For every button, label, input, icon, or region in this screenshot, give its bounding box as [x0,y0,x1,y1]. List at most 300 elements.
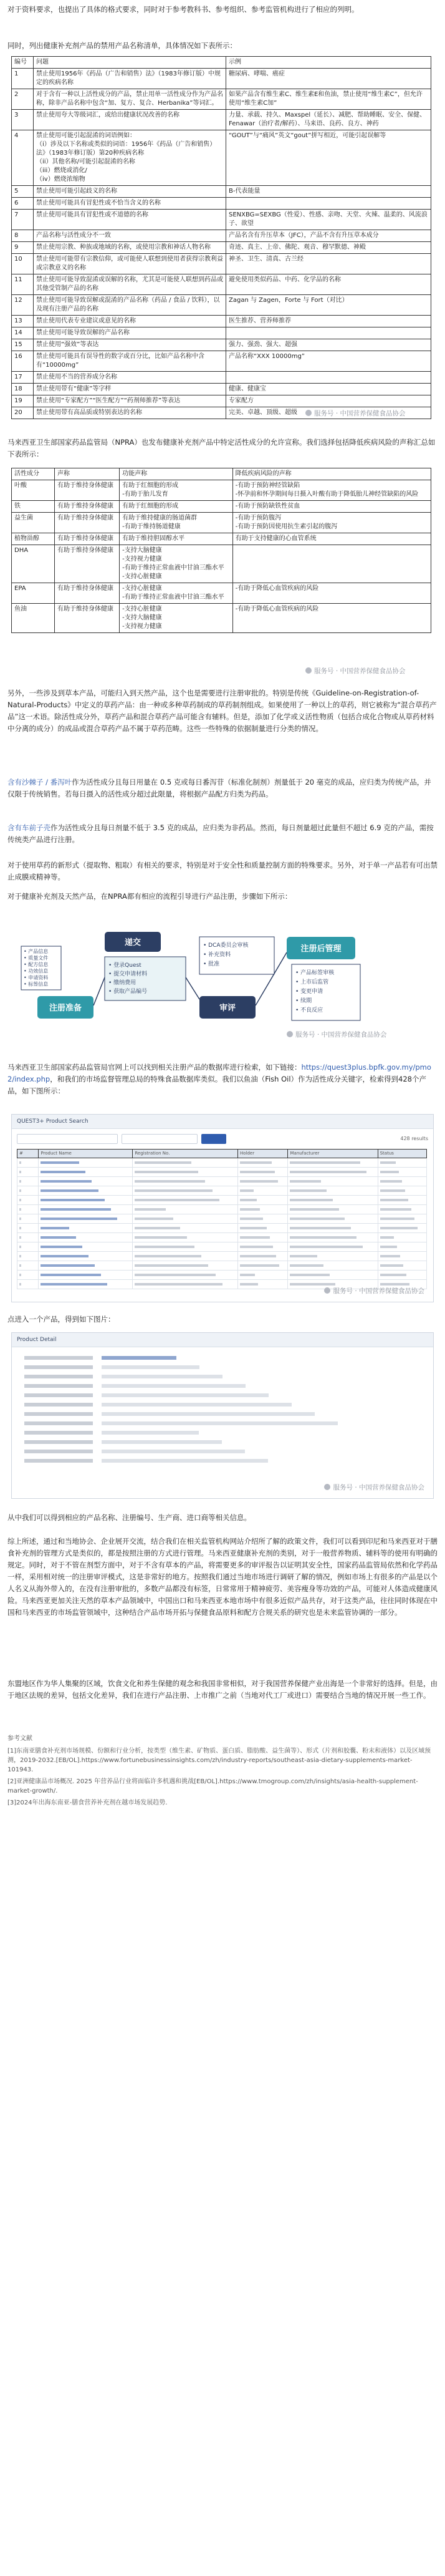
table-cell [288,1214,378,1224]
table-cell: 禁止使用夸大等级词汇，或给出健康状况改善的名称 [34,110,226,130]
table-row[interactable] [17,1186,427,1196]
redacted-text [290,1199,333,1201]
table-row[interactable] [17,1196,427,1205]
table-cell: -有助于预防腹泻 -有助于预防因使用抗生素引起的腹泻 [232,513,431,533]
summary-paragraph-2: 东盟地区作为华人集聚的区域，饮食文化和养生保健的观念和我国非常相似，对于我国营养保健产业出海是一个非常好的选择。但是，由于地区法规的差异，包括文化差异，我们在进行产品注册、上市推广之前（当地对代工厂或进口）需要结合当地的情况开展一些工作。 [7,1679,438,1700]
search-shot-title: QUEST3+ Product Search [17,1118,89,1125]
redacted-text [380,1255,400,1257]
table-cell [17,1186,39,1196]
table-cell: 3 [12,110,34,130]
psyllium-link[interactable]: 含有车前子壳 [7,823,50,832]
table-cell [378,1177,426,1186]
table-cell [39,1280,133,1289]
step-prep-label: 注册准备 [49,1004,82,1013]
table-cell: 11 [12,274,34,295]
reference-item: [2]亚洲健康品市场概况. 2025 年营养品行业将面临许多机遇和挑战[EB/OL].https://www.tmogroup.com/zh/insights/asia-health-supplement-market-growth/. [7,1778,418,1794]
table-cell: 禁止使用1956年《药品（广告和销售）法》（1983年修订版）中规定的疾病名称 [34,69,226,89]
table-cell: 禁止使用可能带有宗教信仰，或可能使人联想到使用者获得宗教利益或宗教意义的名称 [34,254,226,274]
table-cell [133,1280,238,1289]
table-row [12,69,431,89]
detail-field-row [24,1384,421,1388]
table-cell [17,1177,39,1186]
table-cell [237,1214,288,1224]
redacted-text [240,1283,258,1286]
detail-field-label [24,1384,93,1388]
table-cell [237,1242,288,1252]
redacted-text [380,1218,414,1220]
redacted-text [19,1227,21,1229]
table-cell: 医生推荐、营养师推荐 [226,316,431,327]
table-cell: Zagan 与 Zagen，Forte 与 Fort（对比） [226,295,431,316]
redacted-text [240,1236,270,1239]
table-cell: 力量、承载、持久、Maxspel（延长）、减肥、帮助睡眠、安全、保健、Fenawar（治疗者/解药）、马来语、良药、良方、神药 [226,110,431,130]
redacted-text [135,1274,215,1276]
table-cell [133,1271,238,1280]
detail-field-row [24,1375,421,1378]
table1-header-cell: 问题 [34,57,226,69]
redacted-text [19,1171,21,1173]
table-cell [133,1233,238,1242]
table-cell [39,1252,133,1261]
redacted-text [135,1180,205,1183]
redacted-text [380,1208,411,1211]
reference-item: [1]东南亚膳食补充剂市场规模、份额和行业分析，按类型（维生素、矿物质、蛋白质、脂肪酸、益生菌等）、形式（片剂和胶囊、粉末和液体）以及区域预测，2019-2032.[EB/OL].https://www.fortunebusinessinsights.com/zh/industry-reports/southeast-asia-dietary-supplements-market-101943. [7,1748,431,1773]
detail-field-value [102,1459,268,1463]
redacted-text [135,1264,208,1267]
table-cell [39,1196,133,1205]
table-cell [237,1271,288,1280]
table-cell [17,1271,39,1280]
table-cell [39,1214,133,1224]
detail-field-value [102,1431,199,1435]
detail-field-label [24,1440,93,1444]
redacted-text [380,1171,399,1173]
table-cell [378,1261,426,1271]
table-row[interactable] [17,1214,427,1224]
table-row [12,242,431,254]
table-cell [17,1196,39,1205]
redacted-text [41,1208,110,1211]
table-cell: 禁止使用可能引起混淆的词语例如： （i）涉及以下名称或类似的词语：1956年《药品（广告和销售）法》（1983年修订版）第20种疾病名称 （ii）其他名称/可能引起混淆的名称 （iii）燃烧或消化/ （iv）燃烧浓缩物 [34,130,226,186]
redacted-text [290,1274,329,1276]
redacted-text [240,1255,276,1257]
table-cell [226,198,431,210]
redacted-text [41,1246,82,1248]
redacted-text [41,1199,104,1201]
quest-link[interactable]: https://quest3plus.bpfk.gov.my/pmo2/index.php [7,1063,431,1083]
redacted-text [19,1180,21,1183]
redacted-text [135,1199,219,1201]
table-cell: 8 [12,230,34,242]
table-cell: 16 [12,351,34,372]
redacted-text [240,1218,264,1220]
detail-field-label [24,1365,93,1369]
table-cell: 有助于维持胆固醇水平 [120,533,233,545]
table-cell [237,1261,288,1271]
detail-field-row [24,1365,421,1369]
table-cell: 产品名称“XXX 10000mg” [226,351,431,372]
detail-field-label [24,1393,93,1397]
detail-field-label [24,1421,93,1425]
table-cell [237,1205,288,1214]
table-cell [232,545,431,583]
table-cell: 13 [12,316,34,327]
detail-field-label [24,1356,93,1360]
table-cell [288,1261,378,1271]
redacted-text [290,1246,363,1248]
table-cell: 神圣、卫生、清真、古兰经 [226,254,431,274]
redacted-text [240,1246,273,1248]
redacted-text [240,1208,260,1211]
table-row[interactable] [17,1261,427,1271]
table-cell: 2 [12,89,34,110]
table-cell [378,1168,426,1177]
detail-field-label [24,1375,93,1378]
table-cell [17,1280,39,1289]
redacted-text [290,1171,366,1173]
table-cell [378,1196,426,1205]
table-cell [288,1242,378,1252]
table-row[interactable] [17,1252,427,1261]
table-cell: 14 [12,327,34,339]
table-row [12,186,431,198]
table-row [12,513,431,533]
detail-field-value [102,1440,222,1444]
detail-field-row [24,1450,421,1453]
table-cell [39,1261,133,1271]
table-row [12,89,431,110]
table-row [12,327,431,339]
redacted-text [41,1283,107,1286]
table-cell: 如果产品含有维生素C、维生素E和鱼油，禁止使用“维生素C”，但允许使用“维生素C加” [226,89,431,110]
sea-buckthorn-paragraph: 含有沙棘子 / 番泻叶作为活性成分且每日用量在 0.5 克或每日番泻苷（标准化制剂）剂量低于 20 毫克的成品，应归类为传统产品，并仅限于传统销售。若每日摄入的活性成分超过此限量，将根据产品配方归类为药品。 [7,778,431,798]
info-line: 从中我们可以得到相应的产品名称、注册编号、生产商、进口商等相关信息。 [7,1513,251,1522]
table-row [12,339,431,351]
redacted-text [135,1189,212,1192]
redacted-text [380,1227,418,1229]
table2-header-cell: 功能声称 [120,468,233,480]
submit-item: • 缴纳费用 [108,980,136,986]
reference-item: [3]2024年出海东南亚-膳食营养补充剂在越市场发展趋势. [7,1799,168,1806]
table-cell [288,1196,378,1205]
table-row[interactable] [17,1158,427,1168]
table-cell [39,1224,133,1233]
references-list [7,1746,438,1810]
table-cell [378,1271,426,1280]
redacted-text [19,1264,21,1267]
table-cell: 有助于维持身体健康 [55,501,120,513]
detail-field-value [102,1412,315,1416]
table-row [12,395,431,407]
redacted-text [240,1264,279,1267]
review-item: • 补充资料 [203,952,231,958]
table-cell [237,1177,288,1186]
table-cell [133,1177,238,1186]
redacted-text [240,1227,267,1229]
table2-header-cell: 声称 [55,468,120,480]
traditional-products-paragraph: 另外，一些涉及到草本产品，可能归入到天然产品，这个也是需要进行注册审批的。特别是传统《Guideline-on-Registration-of-Natural-Products》中定义的草药产品：由一种或多种草药制成的草药制剂组成。如果使用了一种以上的草药，则它被称为“混合草药产品”这一术语。除活性成分外，草药产品和混合草药产品可能含有辅料。但是，添加了化学或义活性物质（包括合成化合物或从草药材料中分离的成分）的成品或混合草药产品不属于草药范畴。这些一些特殊的依据制量进行分类的情况。 [7,689,437,733]
watermark-logo-icon [324,1484,330,1490]
detail-field-row [24,1421,421,1425]
redacted-text [380,1236,394,1239]
table-cell: DHA [12,545,55,583]
table-cell [17,1214,39,1224]
table-cell [17,1168,39,1177]
detail-field-row [24,1431,421,1435]
table-cell [133,1158,238,1168]
table-row [12,604,431,633]
table-cell [288,1252,378,1261]
redacted-text [290,1283,335,1286]
table-cell [378,1242,426,1252]
table-cell [39,1186,133,1196]
table-row[interactable] [17,1205,427,1214]
redacted-text [290,1208,338,1211]
detail-field-row [24,1403,421,1407]
table-cell [133,1242,238,1252]
redacted-text [19,1283,21,1286]
table-cell [288,1271,378,1280]
detail-field-label [24,1403,93,1407]
table-cell [226,372,431,384]
redacted-text [19,1246,21,1248]
table-row [12,545,431,583]
table-cell: 有助于维持身体健康 [55,545,120,583]
table-cell [237,1280,288,1289]
redacted-text [290,1236,356,1239]
table-cell [288,1168,378,1177]
table-cell: 益生菌 [12,513,55,533]
table-cell [133,1196,238,1205]
table-row [12,583,431,604]
table-cell [17,1205,39,1214]
search-field[interactable] [17,1134,118,1144]
search-watermark: 服务号 · 中国营养保健食品协会 [324,1286,424,1295]
analysis-paragraph: 对于使用草药的新形式（提取物、粗取）有相关的要求，特别是对于安全性和质量控制方面的特殊要求。另外，对于单一产品若有可出禁止成膜或精神等。 [7,861,438,881]
redacted-text [380,1189,405,1192]
redacted-text [41,1274,100,1276]
detail-field-value [102,1384,246,1388]
sea-buckthorn-link[interactable]: 含有沙棘子 / 番泻叶 [7,778,72,787]
table-row[interactable] [17,1233,427,1242]
table-cell [17,1233,39,1242]
watermark-logo-icon [287,1031,293,1037]
table2-intro: 马来西亚卫生部国家药品监管局（NPRA）也发布健康补充剂产品中特定活性成分的允许宣称。我们选择包括降低疾病风险的声称汇总如下表所示： [7,438,436,458]
redacted-text [135,1171,198,1173]
table-cell [39,1233,133,1242]
table-cell: 有助于维持身体健康 [55,480,120,501]
table-cell: 有助于维持身体健康 [55,583,120,604]
table-cell: -有助于预防缺铁性贫血 [232,501,431,513]
table-row[interactable] [17,1177,427,1186]
detail-shot-header [12,1333,433,1347]
table-cell: 产品名称与活性成分不一致 [34,230,226,242]
table-row [12,501,431,513]
table-cell: 10 [12,254,34,274]
table-row [12,198,431,210]
search-intro: 马来西亚卫生部国家药品监管局官网上可以找到相关注册产品的数据库进行检索，如下链接：https://quest3plus.bpfk.gov.my/pmo2/index.php，和我们的市场监督管理总局的特殊食品数据库类似。我们以鱼油（Fish Oil）作为活性成分关键字，检索得到428个产品，如下图所示： [7,1063,431,1095]
redacted-text [240,1199,257,1201]
table-cell: 糖尿病、哮喘、癌症 [226,69,431,89]
table-cell [17,1158,39,1168]
table-cell: -支持心脏健康 -有助于维持正常血液中甘油三酯水平 [120,583,233,604]
detail-field-value [102,1365,199,1369]
watermark-logo-icon [324,1287,330,1294]
table-cell [378,1186,426,1196]
table-row [12,210,431,230]
redacted-text [19,1189,21,1192]
table1-intro: 同时，列出健康补充剂产品的禁用产品名称清单，具体情况如下表所示： [7,41,237,50]
table-cell [17,1252,39,1261]
submit-item: • 提交申请材料 [108,971,148,977]
table-cell: 叶酸 [12,480,55,501]
table-cell: 禁止使用不当的营养成分名称 [34,372,226,384]
table-cell [17,1261,39,1271]
detail-field-row [24,1440,421,1444]
detail-field-row [24,1393,421,1397]
detail-field-value [102,1375,222,1378]
search-column-header: Registration No. [133,1150,238,1158]
prep-item: • 配方信息 [24,962,49,967]
detail-field-row [24,1412,421,1416]
table-cell: -支持心脏健康 -支持大脑健康 -支持视力健康 [120,604,233,633]
table-cell [288,1186,378,1196]
table-cell: 对于含有一种以上活性成分的产品，禁止用单一活性成分作为产品名称，除非产品名称中包含“加、复方、复合、Herbanika”等词汇。 [34,89,226,110]
table2-header-cell: 降低疾病风险的声称 [232,468,431,480]
table-cell: B-代表能量 [226,186,431,198]
table-row[interactable] [17,1242,427,1252]
table-cell: 20 [12,407,34,419]
redacted-text [19,1199,21,1201]
table-cell [133,1205,238,1214]
table-cell: 鱼油 [12,604,55,633]
table-cell: 4 [12,130,34,186]
table-cell [237,1196,288,1205]
redacted-text [135,1236,187,1239]
detail-fields [12,1347,433,1477]
table-cell: 有助于支持健康的心血管系统 [232,533,431,545]
table-cell [39,1177,133,1186]
redacted-text [41,1218,117,1220]
table1-header-cell: 编号 [12,57,34,69]
summary-paragraph-1: 综上所述，通过和当地协会、企业展开交流，结合我们在相关监管机构网站介绍所了解的政策文件，我们可以看到印尼和马来西亚对于膳食补充剂的管理方式是类似的，都是按照注册的方式进行管理。马来西亚健康补充剂的类别，对于一般营养物质、辅料等的使用有明确的规定。同时，对于不管在剂型方面中，对于不含有草本的产品，将需要更多的审评报告以证明其安全性，国家药品监管局依然和化学药品一样，采用相对统一的注册审评模式，这是非常好的地方。按照我们通过当地市场进行调研了解的情况，例如市场上有很多的产品是以个人名义从海外带入的，在没有注册审批的，多数产品都没有标签，日常常用于精神疲劳、美容瘦身等功效的产品，可能对人体造成健康风险。马来西亚更加关注天然的草本产品领域中，中国出口和马来西亚本地市场中有很多近似产品共存，对于这类产品，往往同时体现在中国和马来西亚的市场监管领域中，这种结合产品市场开拓与保健食品原料和配方合规关系的研究也是未来监管协调的一部分。 [7,1537,438,1617]
table-cell [39,1242,133,1252]
redacted-text [19,1161,21,1164]
intro-line: 对于资料要求，也提出了具体的格式要求，同时对于参考教科书、参考组织、参考监管机构进行了相应的列明。 [7,5,359,14]
redacted-text [135,1283,222,1286]
post-item: • 续期 [295,998,312,1004]
table-cell: 完美、卓越、顶级、超级 [226,407,431,419]
table-cell [17,1224,39,1233]
table-row [12,130,431,186]
table-cell [133,1252,238,1261]
table-cell: 12 [12,295,34,316]
redacted-text [290,1180,320,1183]
table-cell: 禁止使用可能具有冒犯性或不恰当含义的名称 [34,198,226,210]
prep-item: • 申请资料 [24,975,49,981]
table-cell: 禁止使用可能导致误解的产品名称 [34,327,226,339]
table-cell [17,1242,39,1252]
redacted-text [240,1274,255,1276]
table-row[interactable] [17,1224,427,1233]
table-cell [288,1158,378,1168]
table-row[interactable] [17,1271,427,1280]
detail-field-value [102,1450,245,1453]
detail-shot-title: Product Detail [17,1337,57,1343]
table-cell: 有助于维持健康的肠道菌群 -有助于维持肠道健康 [120,513,233,533]
flow-watermark [287,1030,387,1039]
table-cell: 1 [12,69,34,89]
table-cell: 有助于红细胞的形成 [120,501,233,513]
table-cell: 有助于维持身体健康 [55,604,120,633]
watermark-logo-icon [305,667,312,674]
table-cell: 9 [12,242,34,254]
redacted-text [380,1246,397,1248]
detail-field-label [24,1450,93,1453]
table-cell [39,1205,133,1214]
filter-field[interactable] [122,1134,198,1144]
step-review-label: 审评 [219,1004,236,1013]
table-row [12,533,431,545]
search-button[interactable] [201,1134,226,1144]
table-cell: 禁止使用“强效”等表达 [34,339,226,351]
prep-item: • 功效信息 [24,968,49,974]
table-cell: 禁止使用可能引起歧义的名称 [34,186,226,198]
table-cell: 禁止使用带有高品质或特别表达的名称 [34,407,226,419]
table-cell: 禁止使用宗教、种族或地域的名称，或使用宗教和神话人物名称 [34,242,226,254]
table-cell: 15 [12,339,34,351]
redacted-text [240,1171,275,1173]
redacted-text [19,1208,21,1211]
redacted-text [290,1255,317,1257]
table-cell: 铁 [12,501,55,513]
detail-watermark: 服务号 · 中国营养保健食品协会 [324,1483,424,1492]
table2-header-cell: 活性成分 [12,468,55,480]
table-cell: 禁止使用可能具有误导性的数字或百分比，比如产品名称中含有“10000mg” [34,351,226,372]
post-item: • 不良反应 [295,1007,323,1014]
table-cell: 有助于维持身体健康 [55,533,120,545]
table-cell: 禁止使用可能具有冒犯性或不道德的名称 [34,210,226,230]
table-cell: 19 [12,395,34,407]
table-cell: 专家配方 [226,395,431,407]
table-cell: 7 [12,210,34,230]
detail-field-label [24,1431,93,1435]
table-row[interactable] [17,1168,427,1177]
table-cell: 禁止使用可能导致误解或混淆的产品名称（药品 / 食品 / 饮料），以及现有注册产品的名称 [34,295,226,316]
table-cell: 5 [12,186,34,198]
redacted-text [135,1208,166,1211]
table-cell: 6 [12,198,34,210]
table-cell: 有助于维持身体健康 [55,513,120,533]
table-cell [288,1205,378,1214]
redacted-text [19,1218,21,1220]
table-cell [378,1214,426,1224]
post-item: • 上市后监管 [295,979,329,985]
table-cell: 禁止使用可能导致混淆或误解的名称，尤其是可能使人联想到药品或其他受管制产品的名称 [34,274,226,295]
detail-field-value [102,1403,292,1407]
table-cell [378,1233,426,1242]
redacted-text [290,1264,323,1267]
redacted-text [41,1227,69,1229]
redacted-text [290,1218,345,1220]
flow-intro: 对于健康补充剂及天然产品，在NPRA都有相应的流程引导进行产品注册，步骤如下所示： [7,892,292,901]
table-cell: SENXBG=SEXBG（性爱）、性感、亲吻、天堂、火辣、温柔的、风流浪子、欲望 [226,210,431,230]
submit-item: • 登录Quest [108,962,141,969]
table-cell: 健康、健康宝 [226,384,431,395]
watermark-logo-icon [305,410,312,416]
search-filters [12,1129,433,1149]
table-row [12,384,431,395]
